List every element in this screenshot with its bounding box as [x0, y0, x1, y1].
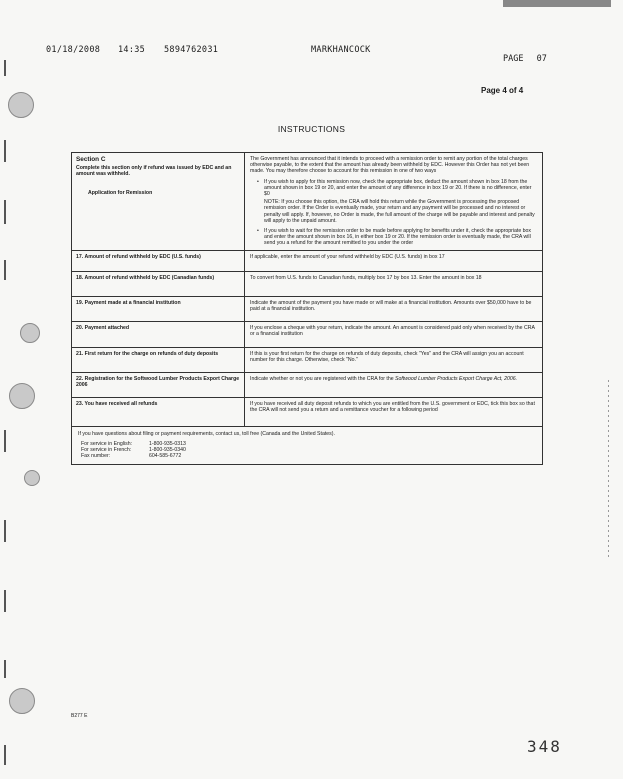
- row-label: 19. Payment made at a financial institution: [76, 299, 181, 306]
- row-text: Indicate the amount of the payment you have made or will make at a financial institution. Amounts over $50,000 have to be paid at a financial institution.: [244, 297, 542, 321]
- row-label: 21. First return for the charge on refunds of duty deposits: [76, 350, 219, 357]
- edge-mark: [4, 590, 6, 612]
- binder-hole: [9, 383, 35, 409]
- form-code: B277 E: [71, 713, 88, 719]
- fax-contact-number: 604-585-6772: [149, 453, 182, 460]
- fax-top-band: [503, 0, 611, 7]
- fax-page-value: 07: [536, 54, 547, 64]
- edge-mark: [4, 745, 6, 765]
- edge-mark: [4, 430, 6, 452]
- row-label: 23. You have received all refunds: [76, 400, 158, 407]
- edge-mark: [4, 260, 6, 280]
- french-service-label: For service in French:: [81, 447, 132, 454]
- bullet-icon: •: [257, 178, 259, 185]
- row-text: To convert from U.S. funds to Canadian funds, multiply box 17 by box 13. Enter the amount in box 18: [244, 272, 542, 296]
- instructions-table: [71, 152, 543, 465]
- edge-mark: [4, 520, 6, 542]
- section-c-label: [72, 153, 244, 250]
- french-service-number: 1-800-935-0340: [149, 447, 186, 454]
- fax-time: 14:35: [118, 45, 146, 55]
- binder-hole: [9, 688, 35, 714]
- table-row: [72, 348, 542, 373]
- binder-hole: [8, 92, 34, 118]
- fax-sender: MARKHANCOCK: [311, 45, 371, 55]
- remission-intro: The Government has announced that it intends to proceed with a remission order to remit any portion of the total charges otherwise payable, to the extent that the amount has already been withheld by EDC. However this Order has not yet been made. You may therefore choose to account for this remission in one of two ways: [250, 156, 530, 175]
- section-c-text: [244, 153, 542, 250]
- table-row: [72, 322, 542, 348]
- english-service-label: For service in English:: [81, 440, 133, 447]
- bullet-text: If you wish to apply for this remission now, check the appropriate box, deduct the amount shown in box 18 from the amount shown in box 19 or 20, and enter the amount of any difference in box 19 or 20. If there is no difference, enter $0: [264, 178, 532, 198]
- edge-mark: [4, 60, 6, 76]
- row-label: 22. Registration for the Softwood Lumber Products Export Charge 2006: [76, 375, 240, 389]
- page-count: Page 4 of 4: [481, 86, 524, 95]
- contact-intro: If you have questions about filing or payment requirements, contact us, toll free (Canada and the United States).: [78, 430, 335, 437]
- application-for-remission: Application for Remission: [88, 189, 153, 196]
- section-c-subheading: Complete this section only if refund was issued by EDC and an amount was withheld.: [76, 165, 232, 178]
- remission-note: NOTE: If you choose this option, the CRA will hold this return while the Government is processing the proposed remission order. If the Order is eventually made, your return and any payment will be processed and no interest or penalty will apply. If, however, no Order is made, the full amount of the charge will be payable and interest and penalty will apply to the unpaid amount.: [264, 199, 535, 224]
- fax-header: [46, 45, 556, 59]
- table-row: [72, 373, 542, 398]
- english-service-number: 1-800-935-0313: [149, 440, 186, 447]
- fax-page-number: [503, 54, 547, 64]
- bullet-text: If you wish to wait for the remission order to be made before applying for benefits under it, check the appropriate box and enter the amount shown in box 16, in either box 19 or 20. If the remission order is eventually made, the CRA will send you a refund for the amount remitted to you under the order: [264, 228, 532, 247]
- table-row: [72, 251, 542, 272]
- bullet-icon: •: [257, 228, 259, 235]
- row-label: 17. Amount of refund withheld by EDC (U.S. funds): [76, 253, 201, 260]
- edge-mark: [4, 200, 6, 224]
- fax-number: 5894762031: [164, 45, 219, 55]
- row-text: [244, 373, 542, 397]
- binder-hole: [24, 470, 40, 486]
- section-c-row: [72, 153, 542, 251]
- contact-line: [81, 453, 536, 459]
- bullet-item: [250, 179, 537, 198]
- section-c-heading: Section C: [76, 156, 106, 163]
- edge-mark: [4, 140, 6, 162]
- fax-label: Fax number:: [81, 453, 111, 460]
- table-row: [72, 398, 542, 427]
- binder-hole: [20, 323, 40, 343]
- contact-lines: [78, 441, 536, 460]
- row-text: If you have received all duty deposit refunds to which you are entitled from the U.S. government or EDC, tick this box so that the CRA will not send you a return and a remittance voucher for a following period: [244, 398, 542, 426]
- table-row: [72, 272, 542, 297]
- row-text-plain: Indicate whether or not you are registered with the CRA for the: [250, 375, 396, 382]
- fax-date: 01/18/2008: [46, 45, 101, 55]
- fax-page-label: PAGE: [503, 54, 524, 64]
- bates-number: 348: [527, 737, 562, 756]
- contact-info: [72, 427, 542, 465]
- table-row: [72, 297, 542, 322]
- bullet-item: [250, 228, 537, 247]
- act-title: Softwood Lumber Products Export Charge Act, 2006.: [395, 375, 518, 382]
- page-title: INSTRUCTIONS: [277, 124, 346, 134]
- row-text: If this is your first return for the charge on refunds of duty deposits, check "Yes" and the CRA will assign you an account number for this charge. Otherwise, check "No.": [244, 348, 542, 372]
- row-text: If you enclose a cheque with your return, indicate the amount. An amount is considered paid only when received by the CRA or a financial institution: [244, 322, 542, 347]
- row-label: 18. Amount of refund withheld by EDC (Canadian funds): [76, 274, 215, 281]
- edge-mark: [4, 660, 6, 678]
- scan-edge-artifact: [608, 380, 609, 560]
- row-text: If applicable, enter the amount of your refund withheld by EDC (U.S. funds) in box 17: [244, 251, 542, 271]
- row-label: 20. Payment attached: [76, 324, 130, 331]
